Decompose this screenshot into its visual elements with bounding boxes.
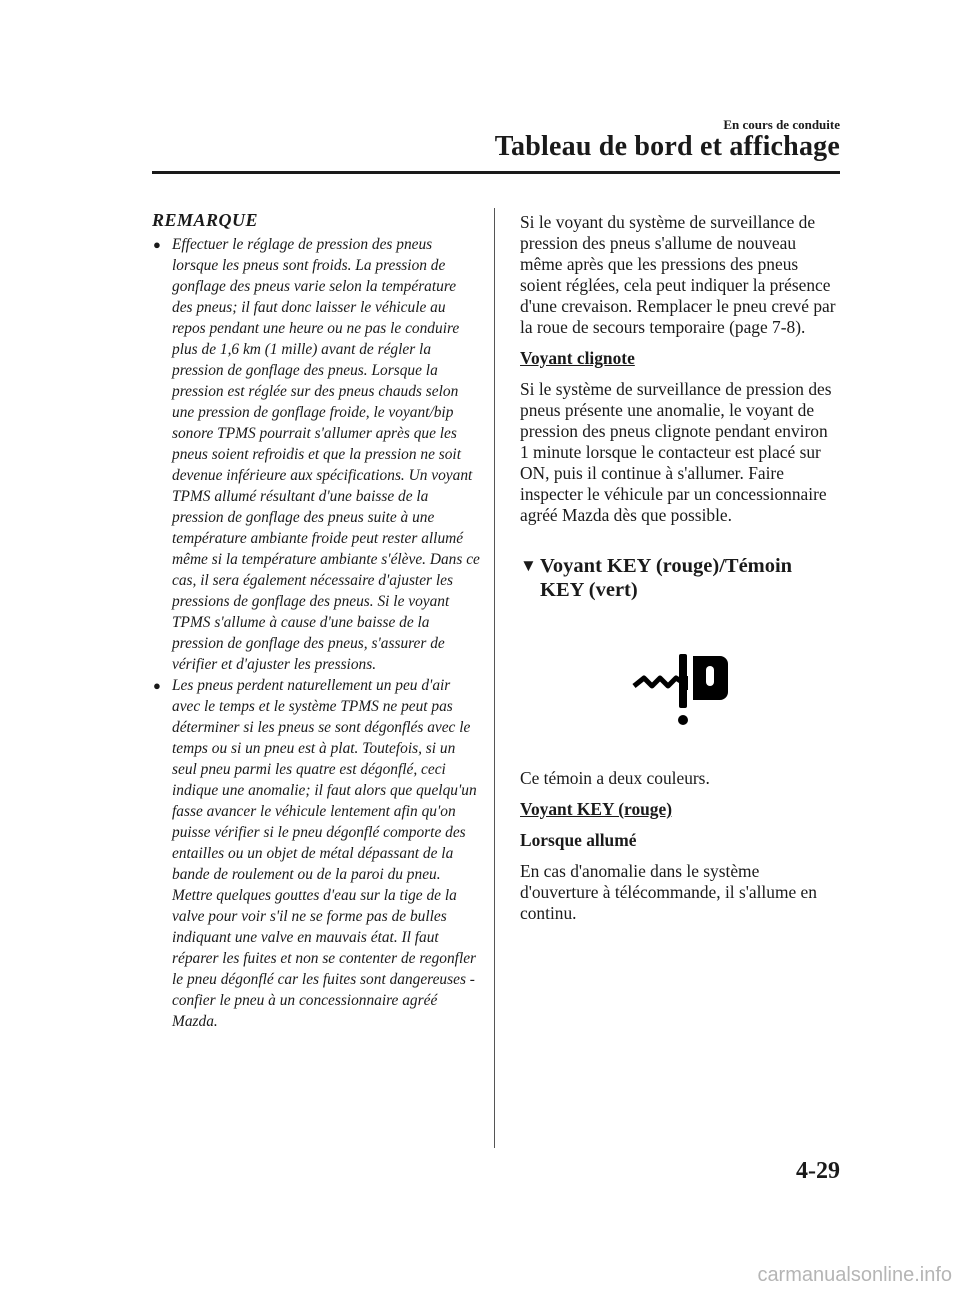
header-rule xyxy=(152,171,840,174)
bold-subheading: Lorsque allumé xyxy=(520,830,637,850)
note-item xyxy=(152,675,480,1032)
note-list xyxy=(152,234,480,1032)
note-text: Les pneus perdent naturellement un peu d'air avec le temps et le système TPMS ne peut pas déterminer si les pneus se sont dégonflés avec le temps ou si un pneu est à plat. Toutefois, si un seul pneu parmi les quatre est dégonflé, ceci indique une anomalie; il faut alors que quelqu'un fasse avancer le véhicule lentement afin qu'on puisse vérifier si le pneu dégonflé comporte des entailles ou un objet de métal dépassant de la bande de roulement ou de la paroi du pneu. Mettre quelques gouttes d'eau sur la tige de la valve pour voir s'il ne se forme pas de bulles indiquant une valve en mauvais état. Il faut réparer les fuites et non se contenter de regonfler le pneu dégonflé car les fuites sont dangereuses - confier le pneu à un concessionnaire agréé Mazda. xyxy=(172,677,477,1030)
page-title: Tableau de bord et affichage xyxy=(494,131,840,162)
subheading-blinking: Voyant clignote xyxy=(520,348,635,368)
subheading-key-red: Voyant KEY (rouge) xyxy=(520,799,673,819)
paragraph: Si le voyant du système de surveillance de pression des pneus s'allume de nouveau même après que les pressions des pneus soient réglées, cela peut indiquer la présence d'une crevaison. Remplacer le pneu crevé par la roue de secours temporaire (page 7-8). xyxy=(520,212,836,337)
triangle-down-icon: ▼ xyxy=(520,556,537,575)
left-column xyxy=(152,210,480,1032)
key-warning-icon xyxy=(632,652,732,728)
right-column xyxy=(520,212,840,934)
section-title: Voyant KEY (rouge)/Témoin KEY (vert) xyxy=(540,555,793,601)
header-section: En cours de conduite xyxy=(723,117,840,132)
bullet-icon: ● xyxy=(153,237,161,252)
watermark: carmanualsonline.info xyxy=(757,1264,952,1286)
bullet-icon: ● xyxy=(153,678,161,693)
page-number: 4-29 xyxy=(796,1158,840,1184)
paragraph: Si le système de surveillance de pression des pneus présente une anomalie, le voyant de pression des pneus clignote pendant environ 1 minute lorsque le contacteur est placé sur ON, puis il continue à s'allumer. Faire inspecter le véhicule par un concessionnaire agréé Mazda dès que possible. xyxy=(520,379,832,525)
paragraph: Ce témoin a deux couleurs. xyxy=(520,768,710,788)
note-text: Effectuer le réglage de pression des pneus lorsque les pneus sont froids. La pression de gonflage des pneus varie selon la température des pneus; il faut donc laisser le véhicule au repos pendant une heure ou ne pas le conduire plus de 1,6 km (1 mille) avant de régler la pression de gonflage des pneus. Lorsque la pression est réglée sur des pneus chauds selon une pression de gonflage froide, le voyant/bip sonore TPMS pourrait s'allumer après que les pneus soient refroidis et que la pression ne soit devenue inférieure aux spécifications. Un voyant TPMS allumé résultant d'une baisse de la pression de gonflage des pneus suite à une température ambiante froide peut rester allumé même si la température ambiante s'élève. Dans ce cas, il sera également nécessaire d'ajuster les pressions de gonflage des pneus. Si le voyant TPMS s'allume à cause d'une baisse de la pression de gonflage des pneus, s'assurer de vérifier et d'ajuster les pressions. xyxy=(172,236,480,673)
section-heading xyxy=(520,554,840,602)
column-divider xyxy=(494,208,495,1148)
note-item xyxy=(152,234,480,675)
paragraph: En cas d'anomalie dans le système d'ouverture à télécommande, il s'allume en continu. xyxy=(520,861,817,923)
note-title: REMARQUE xyxy=(152,210,259,230)
